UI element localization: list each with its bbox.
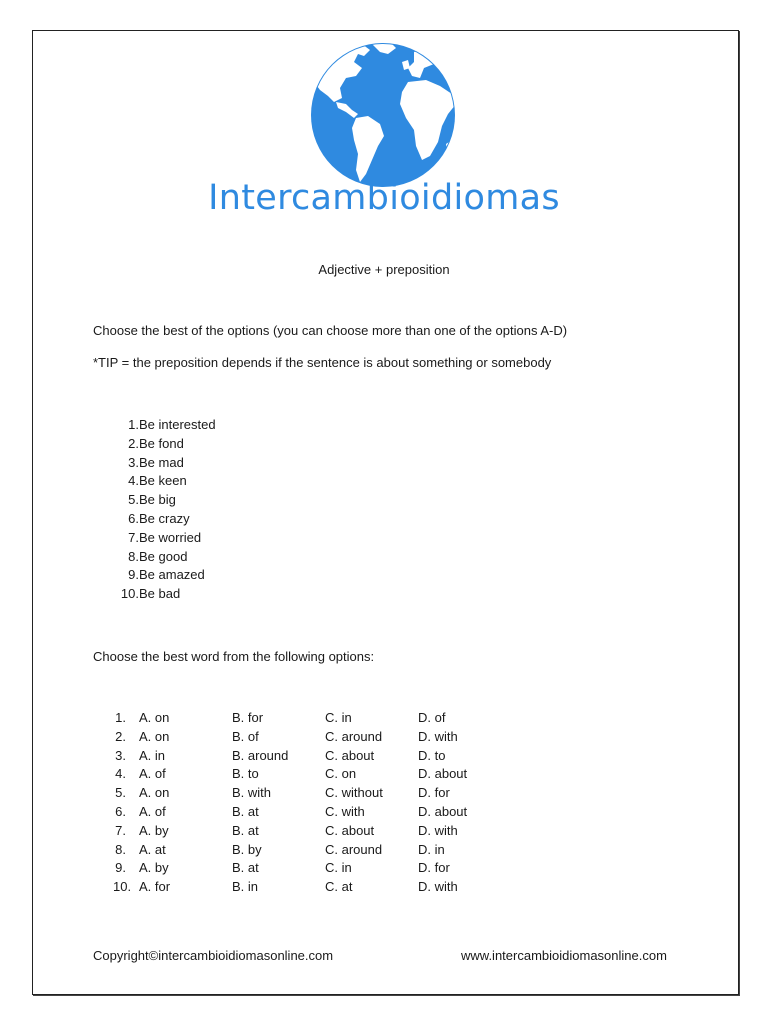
option-b: B. for [232,710,264,725]
option-a: A. on [139,728,170,744]
option-number: 6. [115,803,126,819]
option-c: C. at [325,879,353,895]
item-number: 3. [128,454,139,470]
option-b: B. by [232,841,262,857]
table-row [113,728,513,747]
globe-icon [310,42,456,188]
item-number: 7. [128,529,139,545]
list-item [113,454,313,473]
item-text: Be worried [139,529,202,545]
option-number: 5. [115,785,126,801]
instruction-2: Choose the best word from the following options: [93,649,375,664]
footer-copyright: Copyright©intercambioidiomasonline.com [93,948,334,963]
list-item [113,529,313,548]
phrase-list [113,416,313,604]
item-number: 10. [120,586,139,602]
list-item [113,585,313,604]
list-item [113,566,313,585]
item-number: 5. [128,492,139,508]
table-row [113,859,513,878]
option-c: C. about [325,822,375,838]
item-number: 1. [128,417,139,432]
option-number: 2. [115,728,126,744]
item-text: Be fond [139,435,184,451]
option-c: C. without [325,785,383,801]
list-item [113,416,313,435]
list-item [113,472,313,491]
option-a: A. on [139,785,170,801]
option-d: D. about [418,766,468,782]
option-c: C. on [325,766,357,782]
option-b: B. around [232,747,289,763]
item-text: Be bad [139,586,181,602]
table-row [113,784,513,803]
item-text: Be big [139,492,176,508]
table-row [113,803,513,822]
option-number: 3. [115,747,126,763]
option-b: B. at [232,860,259,876]
option-b: B. of [232,728,259,744]
item-number: 2. [128,435,139,451]
option-b: B. to [232,766,259,782]
option-a: A. in [139,747,166,763]
option-a: A. on [139,710,170,725]
option-b: B. at [232,803,259,819]
option-b: B. at [232,822,259,838]
instruction-1: Choose the best of the options (you can choose more than one of the options A-D) [93,323,568,338]
item-text: Be keen [139,473,187,489]
item-number: 9. [128,567,139,583]
table-row [113,709,513,728]
option-number: 9. [115,860,126,876]
table-row [113,765,513,784]
item-text: Be crazy [139,510,190,526]
item-number: 4. [128,473,139,489]
footer-website: www.intercambioidiomasonline.com [461,948,667,963]
option-c: C. in [325,710,352,725]
option-d: D. with [418,728,458,744]
list-item [113,548,313,567]
option-c: C. in [325,860,352,876]
list-item [113,510,313,529]
list-item [113,435,313,454]
item-text: Be interested [139,417,216,432]
option-d: D. about [418,803,468,819]
table-row [113,878,513,897]
table-row [113,747,513,766]
option-c: C. around [325,841,383,857]
table-row [113,841,513,860]
item-text: Be good [139,548,188,564]
option-c: C. around [325,728,383,744]
option-number: 10. [113,879,132,895]
item-text: Be mad [139,454,184,470]
option-d: D. for [418,860,450,876]
item-text: Be amazed [139,567,205,583]
table-row [113,822,513,841]
item-number: 6. [128,510,139,526]
tip-text: *TIP = the preposition depends if the sentence is about something or somebody [93,355,552,370]
option-number: 8. [115,841,126,857]
option-d: D. of [418,710,446,725]
option-d: D. with [418,879,458,895]
option-number: 7. [115,822,126,838]
option-b: B. in [232,879,259,895]
page-title: Adjective + preposition [318,262,450,277]
option-a: A. for [139,879,171,895]
option-a: A. of [139,803,166,819]
option-a: A. by [139,822,169,838]
item-number: 8. [128,548,139,564]
option-number: 1. [115,710,126,725]
list-item [113,491,313,510]
option-d: D. to [418,747,446,763]
option-a: A. at [139,841,166,857]
option-b: B. with [232,785,272,801]
option-d: D. with [418,822,458,838]
option-d: D. in [418,841,445,857]
option-a: A. by [139,860,169,876]
brand-name: Intercambioidiomas [208,178,560,218]
option-a: A. of [139,766,166,782]
option-c: C. about [325,747,375,763]
option-number: 4. [115,766,126,782]
options-grid [113,709,513,897]
option-c: C. with [325,803,365,819]
option-d: D. for [418,785,450,801]
